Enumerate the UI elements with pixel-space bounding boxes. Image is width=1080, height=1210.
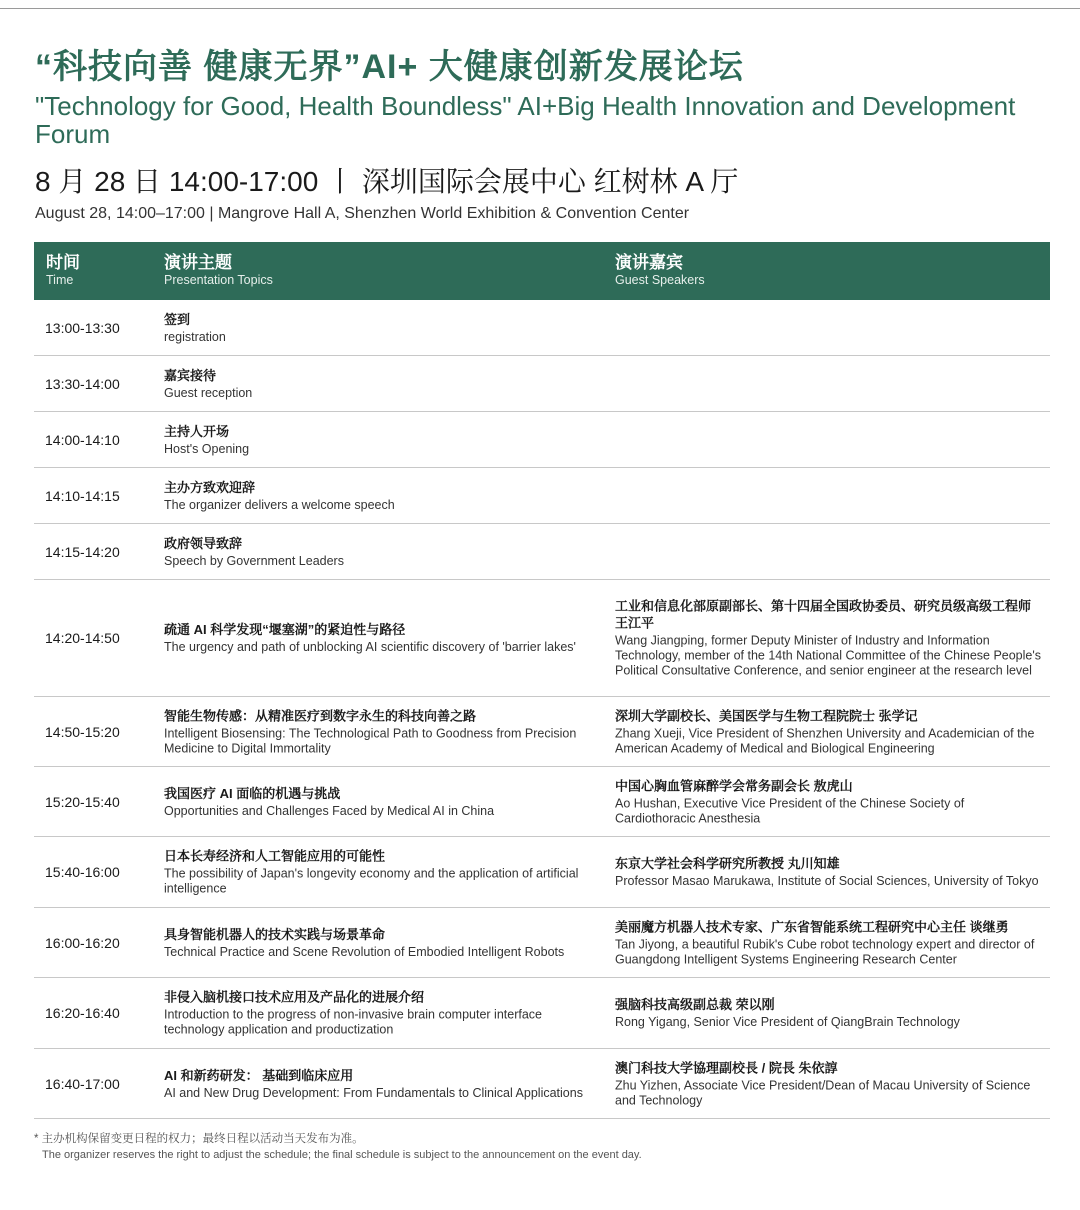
table-body	[34, 300, 1050, 1119]
table-header	[34, 242, 1050, 300]
topic-chinese: 主持人开场	[164, 423, 230, 439]
session-time: 15:40-16:00	[45, 864, 120, 880]
table-row	[34, 412, 1050, 468]
footer-note	[34, 1131, 1044, 1163]
session-speaker	[615, 598, 1045, 679]
date-venue-english: August 28, 14:00–17:00 | Mangrove Hall A, Shenzhen World Exhibition & Convention Center	[35, 205, 690, 222]
header-speakers: 演讲嘉宾 Guest Speakers	[615, 253, 705, 287]
topic-chinese: 具身智能机器人的技术实践与场景革命	[164, 926, 386, 942]
topic-chinese: 智能生物传感：从精准医疗到数字永生的科技向善之路	[164, 708, 477, 723]
session-topic	[164, 367, 604, 401]
topic-english: Host's Opening	[164, 441, 250, 456]
note-english: The organizer reserves the right to adjust the schedule; the final schedule is subject to the announcement on the event day.	[42, 1149, 642, 1161]
session-topic	[164, 848, 604, 897]
speaker-chinese: 中国心胸血管麻醉学会常务副会长 敖虎山	[615, 778, 853, 793]
topic-english: Guest reception	[164, 385, 253, 400]
session-topic	[164, 926, 604, 960]
session-time: 13:30-14:00	[45, 375, 120, 392]
speaker-chinese: 深圳大学副校长、美国医学与生物工程院院士 张学记	[615, 708, 918, 723]
table-row	[34, 837, 1050, 908]
session-time: 16:20-16:40	[45, 1005, 120, 1021]
speaker-chinese: 东京大学社会科学研究所教授 丸川知雄	[615, 856, 840, 871]
session-time: 13:00-13:30	[45, 319, 120, 336]
session-time: 14:10-14:15	[45, 487, 120, 504]
session-speaker	[615, 1059, 1045, 1108]
session-topic	[164, 707, 604, 756]
table-row	[34, 300, 1050, 356]
speaker-chinese: 澳门科技大学協理副校長 / 院長 朱依諄	[615, 1060, 838, 1075]
session-topic	[164, 423, 604, 457]
topic-chinese: 我国医疗 AI 面临的机遇与挑战	[164, 785, 341, 801]
table-row	[34, 978, 1050, 1049]
forum-header	[35, 44, 1045, 225]
header-topics: 演讲主题 Presentation Topics	[164, 253, 273, 287]
speaker-english: Zhu Yizhen, Associate Vice President/Dean of Macau University of Science and Technology	[615, 1078, 1031, 1107]
header-time: 时间 Time	[46, 253, 80, 287]
topic-chinese: 政府领导致辞	[164, 535, 243, 551]
topic-english: AI and New Drug Development: From Fundamentals to Clinical Applications	[164, 1085, 583, 1100]
topic-chinese: 日本长寿经济和人工智能应用的可能性	[164, 848, 386, 864]
speaker-chinese: 美丽魔方机器人技术专家、广东省智能系统工程研究中心主任 谈继勇	[615, 919, 1009, 934]
date-venue-chinese: 8 月 28 日 14:00-17:00 丨 深圳国际会展中心 红树林 A 厅	[35, 166, 739, 197]
topic-english: Technical Practice and Scene Revolution of Embodied Intelligent Robots	[164, 944, 565, 959]
speaker-english: Wang Jiangping, former Deputy Minister of Industry and Information Technology, member of the 14th National Committee of the Chinese People's Political Consultative Conference, and senior engineer at the research level	[615, 633, 1042, 678]
schedule-table	[34, 242, 1050, 1119]
speaker-chinese: 工业和信息化部原副部长、第十四届全国政协委员、研究员级高级工程师 王江平	[615, 598, 1032, 631]
session-topic	[164, 785, 604, 819]
session-speaker	[615, 996, 1045, 1030]
topic-english: Speech by Government Leaders	[164, 553, 344, 568]
table-row	[34, 524, 1050, 580]
topic-english: Intelligent Biosensing: The Technological Path to Goodness from Precision Medicine to Digital Immortality	[164, 726, 577, 755]
table-row	[34, 356, 1050, 412]
table-row	[34, 1049, 1050, 1119]
topic-chinese: 非侵入脑机接口技术应用及产品化的进展介绍	[164, 989, 425, 1005]
topic-english: The urgency and path of unblocking AI scientific discovery of 'barrier lakes'	[164, 640, 576, 654]
speaker-english: Tan Jiyong, a beautiful Rubik's Cube robot technology expert and director of Guangdong Intelligent Systems Engineering Research Center	[615, 937, 1035, 966]
topic-chinese: 主办方致欢迎辞	[164, 479, 256, 495]
session-speaker	[615, 918, 1045, 967]
session-topic	[164, 479, 604, 513]
note-chinese: * 主办机构保留变更日程的权力；最终日程以活动当天发布为准。	[34, 1133, 364, 1145]
topic-english: registration	[164, 329, 226, 344]
table-row	[34, 468, 1050, 524]
topic-english: The organizer delivers a welcome speech	[164, 497, 395, 512]
session-time: 14:15-14:20	[45, 543, 120, 560]
speaker-english: Ao Hushan, Executive Vice President of the Chinese Society of Cardiothoracic Anesthesia	[615, 796, 965, 825]
table-row	[34, 767, 1050, 837]
topic-chinese: 疏通 AI 科学发现“堰塞湖”的紧迫性与路径	[164, 622, 406, 637]
table-row	[34, 580, 1050, 697]
session-time: 15:20-15:40	[45, 793, 120, 810]
speaker-english: Rong Yigang, Senior Vice President of QiangBrain Technology	[615, 1015, 960, 1029]
topic-chinese: 嘉宾接待	[164, 367, 217, 383]
session-speaker	[615, 707, 1045, 756]
topic-chinese: 签到	[164, 311, 191, 327]
session-topic	[164, 621, 604, 655]
title-english: "Technology for Good, Health Boundless" AI+Big Health Innovation and Development Forum	[35, 91, 1016, 149]
speaker-chinese: 强脑科技高级副总裁 荣以刚	[615, 997, 775, 1012]
topic-english: Opportunities and Challenges Faced by Medical AI in China	[164, 803, 495, 818]
table-row	[34, 908, 1050, 978]
session-topic	[164, 989, 604, 1038]
session-time: 14:50-15:20	[45, 723, 120, 740]
session-speaker	[615, 855, 1045, 889]
speaker-english: Zhang Xueji, Vice President of Shenzhen University and Academician of the American Academy of Medical and Biological Engineering	[615, 726, 1035, 755]
topic-english: The possibility of Japan's longevity economy and the application of artificial intelligence	[164, 866, 579, 896]
topic-english: Introduction to the progress of non-invasive brain computer interface technology application and productization	[164, 1007, 542, 1037]
session-speaker	[615, 777, 1045, 826]
session-topic	[164, 535, 604, 569]
topic-chinese: AI 和新药研发： 基础到临床应用	[164, 1067, 354, 1083]
title-chinese: “科技向善 健康无界”AI+ 大健康创新发展论坛	[35, 48, 744, 86]
session-topic	[164, 311, 604, 345]
session-time: 16:40-17:00	[45, 1075, 120, 1092]
top-divider	[0, 8, 1080, 9]
session-time: 14:00-14:10	[45, 431, 120, 448]
session-topic	[164, 1067, 604, 1101]
speaker-english: Professor Masao Marukawa, Institute of Social Sciences, University of Tokyo	[615, 874, 1039, 888]
session-time: 16:00-16:20	[45, 934, 120, 951]
session-time: 14:20-14:50	[45, 630, 120, 646]
table-row	[34, 697, 1050, 767]
